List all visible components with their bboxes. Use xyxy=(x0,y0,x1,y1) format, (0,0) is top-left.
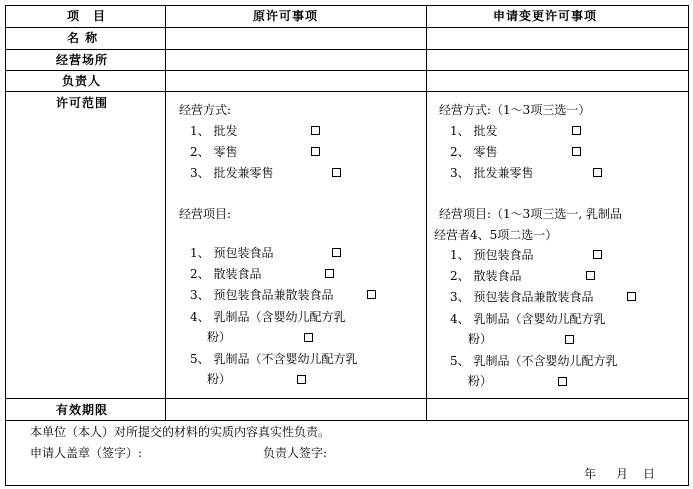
row-divider xyxy=(5,27,689,28)
original-project-checkbox[interactable] xyxy=(325,269,334,278)
row-divider xyxy=(5,49,689,50)
date-year: 年 xyxy=(584,467,597,481)
change-mode-option: 3、 批发兼零售 xyxy=(450,166,534,180)
original-project-title: 经营项目: xyxy=(179,207,232,221)
original-project-5-line2: 粉） xyxy=(207,372,232,386)
header-item: 项 目 xyxy=(67,9,107,23)
column-divider xyxy=(426,5,427,420)
original-mode-option: 3、 批发兼零售 xyxy=(190,166,274,180)
change-mode-option: 2、 零售 xyxy=(450,145,498,159)
change-project-checkbox[interactable] xyxy=(627,292,636,301)
original-mode-checkbox[interactable] xyxy=(311,126,320,135)
change-mode-checkbox[interactable] xyxy=(572,147,581,156)
header-original: 原许可事项 xyxy=(253,9,319,23)
declaration-text: 本单位（本人）对所提交的材料的实质内容真实性负责。 xyxy=(30,425,331,439)
change-mode-checkbox[interactable] xyxy=(572,126,581,135)
row-divider xyxy=(5,398,689,399)
label-scope: 许可范围 xyxy=(56,96,109,110)
label-person: 负责人 xyxy=(62,74,102,88)
row-divider xyxy=(5,70,689,71)
label-place: 经营场所 xyxy=(56,53,109,67)
original-mode-option: 1、 批发 xyxy=(190,124,238,138)
label-name: 名 称 xyxy=(67,31,99,45)
original-project-option: 2、 散装食品 xyxy=(190,267,262,281)
original-project-checkbox[interactable] xyxy=(332,248,341,257)
change-mode-title: 经营方式:（1～3项三选一） xyxy=(439,103,591,117)
row-divider xyxy=(5,420,689,421)
change-project-title-line2: 经营者4、5项二选一） xyxy=(434,228,558,242)
signer-label: 负责人签字: xyxy=(263,446,328,460)
applicant-seal-label: 申请人盖章（签字）: xyxy=(30,446,143,460)
change-project-5-line1: 5、 乳制品（不含婴幼儿配方乳 xyxy=(450,354,618,368)
header-change: 申请变更许可事项 xyxy=(493,9,598,23)
date-month: 月 xyxy=(616,467,629,481)
original-project-checkbox[interactable] xyxy=(304,333,313,342)
original-project-checkbox[interactable] xyxy=(367,290,376,299)
original-mode-option: 2、 零售 xyxy=(190,145,238,159)
change-project-checkbox[interactable] xyxy=(593,250,602,259)
change-mode-option: 1、 批发 xyxy=(450,124,498,138)
original-mode-title: 经营方式: xyxy=(179,103,232,117)
change-project-checkbox[interactable] xyxy=(586,271,595,280)
column-divider xyxy=(165,5,166,420)
original-project-4-line1: 4、 乳制品（含婴幼儿配方乳 xyxy=(190,310,346,324)
row-divider xyxy=(5,91,689,92)
change-project-4-line2: 粉） xyxy=(468,332,493,346)
change-project-option: 2、 散装食品 xyxy=(450,269,522,283)
original-project-option: 1、 预包装食品 xyxy=(190,246,274,260)
change-project-5-line2: 粉） xyxy=(468,374,493,388)
change-project-4-line1: 4、 乳制品（含婴幼儿配方乳 xyxy=(450,312,606,326)
label-validity: 有效期限 xyxy=(56,403,109,417)
change-project-title: 经营项目:（1～3项三选一, 乳制品 xyxy=(439,207,622,221)
original-mode-checkbox[interactable] xyxy=(311,147,320,156)
original-mode-checkbox[interactable] xyxy=(332,168,341,177)
change-project-checkbox[interactable] xyxy=(565,335,574,344)
change-project-checkbox[interactable] xyxy=(558,377,567,386)
change-mode-checkbox[interactable] xyxy=(593,168,602,177)
original-project-checkbox[interactable] xyxy=(297,375,306,384)
date-day: 日 xyxy=(643,467,656,481)
original-project-5-line1: 5、 乳制品（不含婴幼儿配方乳 xyxy=(190,352,358,366)
original-project-option: 3、 预包装食品兼散装食品 xyxy=(190,288,334,302)
original-project-4-line2: 粉） xyxy=(207,330,232,344)
change-project-option: 1、 预包装食品 xyxy=(450,248,534,262)
change-project-option: 3、 预包装食品兼散装食品 xyxy=(450,290,594,304)
